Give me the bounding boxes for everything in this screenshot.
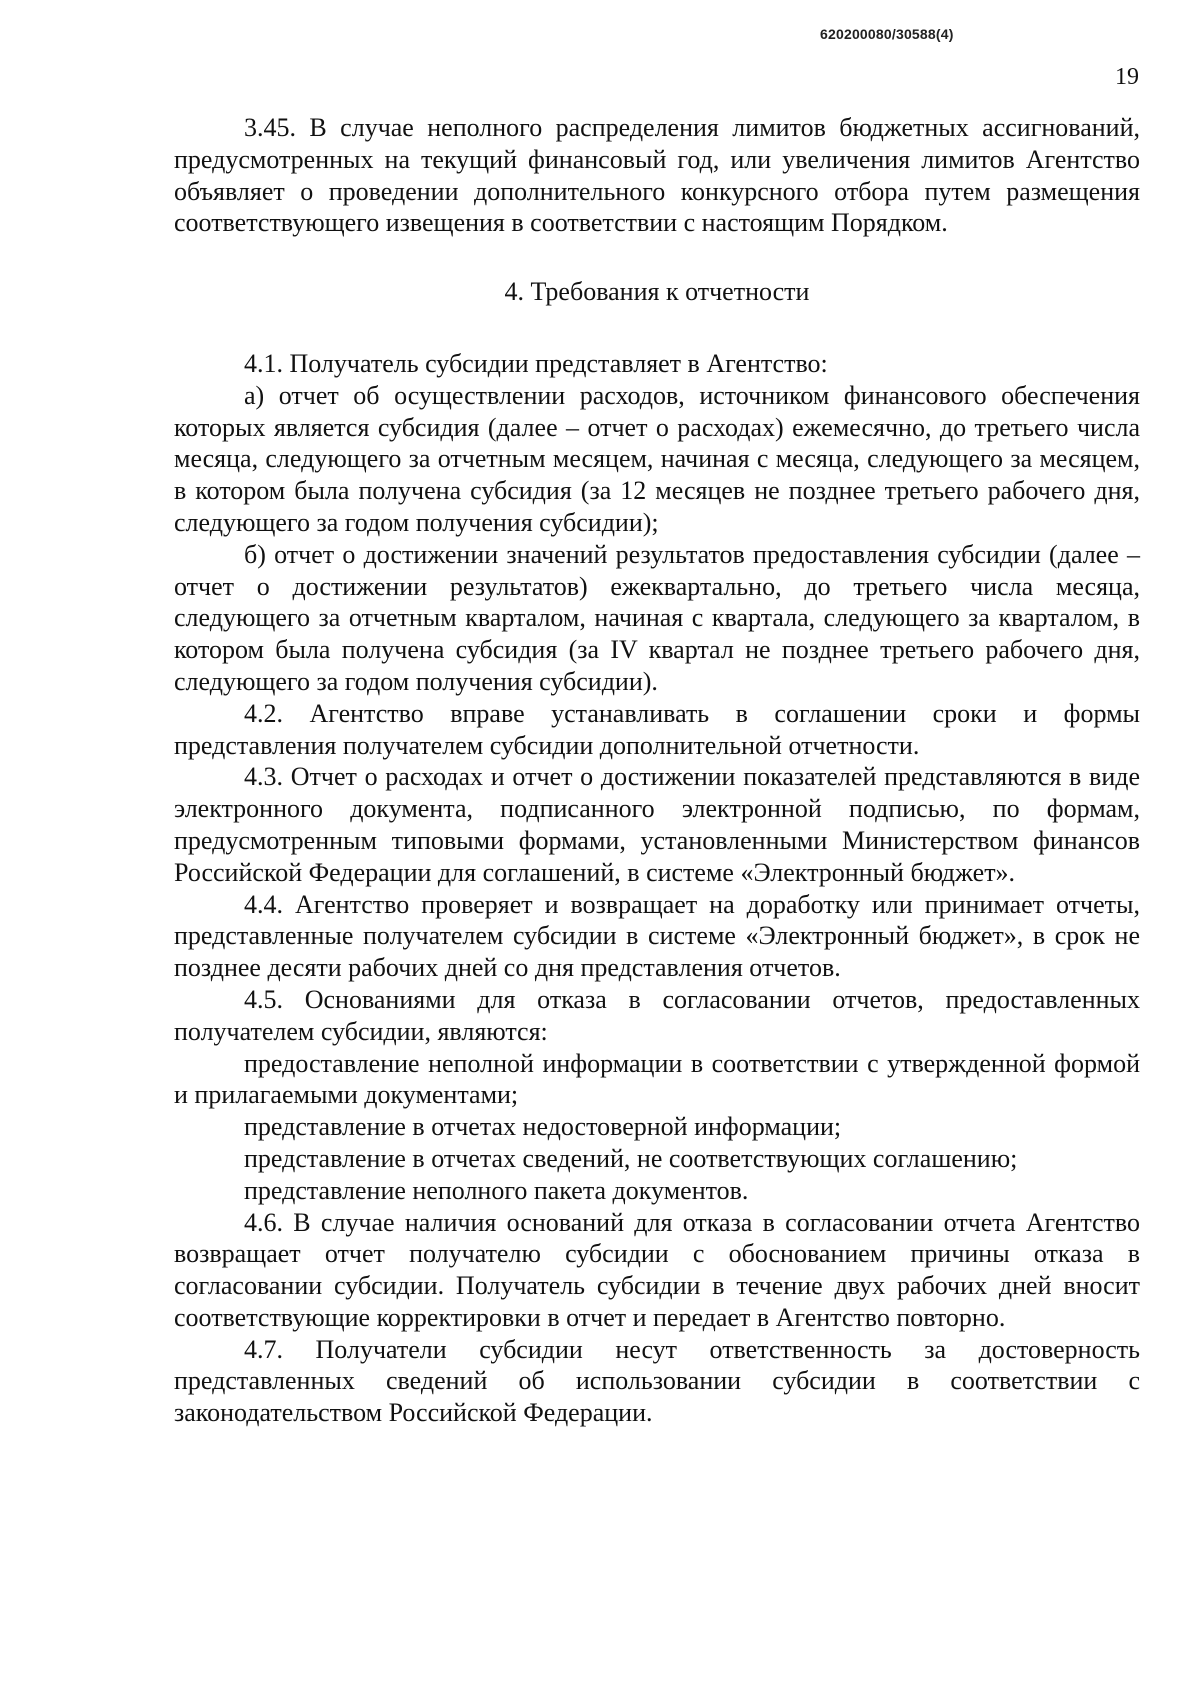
paragraph-4-4: 4.4. Агентство проверяет и возвращает на доработку или принимает отчеты, представленные получателем субсидии в системе «Электронный бюджет», в срок не позднее десяти рабочих дней со дня представления отчетов.: [174, 889, 1140, 983]
paragraph-4-5: 4.5. Основаниями для отказа в согласовании отчетов, предоставленных получателем субсидии, являются:: [174, 984, 1140, 1046]
document-body: [174, 112, 1140, 1429]
paragraph-4-1-b: б) отчет о достижении значений результатов предоставления субсидии (далее – отчет о достижении результатов) ежеквартально, до третьего числа месяца, следующего за отчетным кварталом, начиная с квартала, следующего за кварталом, в котором была получена субсидия (за IV квартал не позднее третьего рабочего дня, следующего за годом получения субсидии).: [174, 539, 1140, 696]
document-code: 620200080/30588(4): [820, 26, 954, 42]
paragraph-4-7: 4.7. Получатели субсидии несут ответственность за достоверность представленных сведений об использовании субсидии в соответствии с законодательством Российской Федерации.: [174, 1334, 1140, 1428]
paragraph-4-1-a: а) отчет об осуществлении расходов, источником финансового обеспечения которых является субсидия (далее – отчет о расходах) ежемесячно, до третьего числа месяца, следующего за отчетным месяцем, начиная с месяца, следующего за месяцем, в котором была получена субсидия (за 12 месяцев не позднее третьего рабочего дня, следующего за годом получения субсидии);: [174, 380, 1140, 537]
paragraph-4-5-item-2: представление в отчетах недостоверной информации;: [244, 1112, 842, 1142]
paragraph-4-5-item-3: представление в отчетах сведений, не соответствующих соглашению;: [244, 1143, 1018, 1173]
paragraph-4-1: 4.1. Получатель субсидии представляет в Агентство:: [244, 348, 828, 378]
section-title: 4. Требования к отчетности: [504, 277, 810, 307]
paragraph-4-2: 4.2. Агентство вправе устанавливать в соглашении сроки и формы представления получателем субсидии дополнительной отчетности.: [174, 698, 1140, 760]
paragraph-4-6: 4.6. В случае наличия оснований для отказа в согласовании отчета Агентство возвращает отчет получателю субсидии с обоснованием причины отказа в согласовании субсидии. Получатель субсидии в течение двух рабочих дней вносит соответствующие корректировки в отчет и передает в Агентство повторно.: [174, 1207, 1140, 1332]
paragraph-4-5-item-4: представление неполного пакета документов.: [244, 1175, 749, 1205]
paragraph-3-45: 3.45. В случае неполного распределения лимитов бюджетных ассигнований, предусмотренных на текущий финансовый год, или увеличения лимитов Агентство объявляет о проведении дополнительного конкурсного отбора путем размещения соответствующего извещения в соответствии с настоящим Порядком.: [174, 113, 1140, 238]
page-number: 19: [1115, 64, 1139, 90]
paragraph-4-5-item-1: предоставление неполной информации в соответствии с утвержденной формой и прилагаемыми документами;: [174, 1048, 1140, 1110]
paragraph-4-3: 4.3. Отчет о расходах и отчет о достижении показателей представляются в виде электронного документа, подписанного электронной подписью, по формам, предусмотренным типовыми формами, установленными Министерством финансов Российской Федерации для соглашений, в системе «Электронный бюджет».: [174, 762, 1140, 887]
